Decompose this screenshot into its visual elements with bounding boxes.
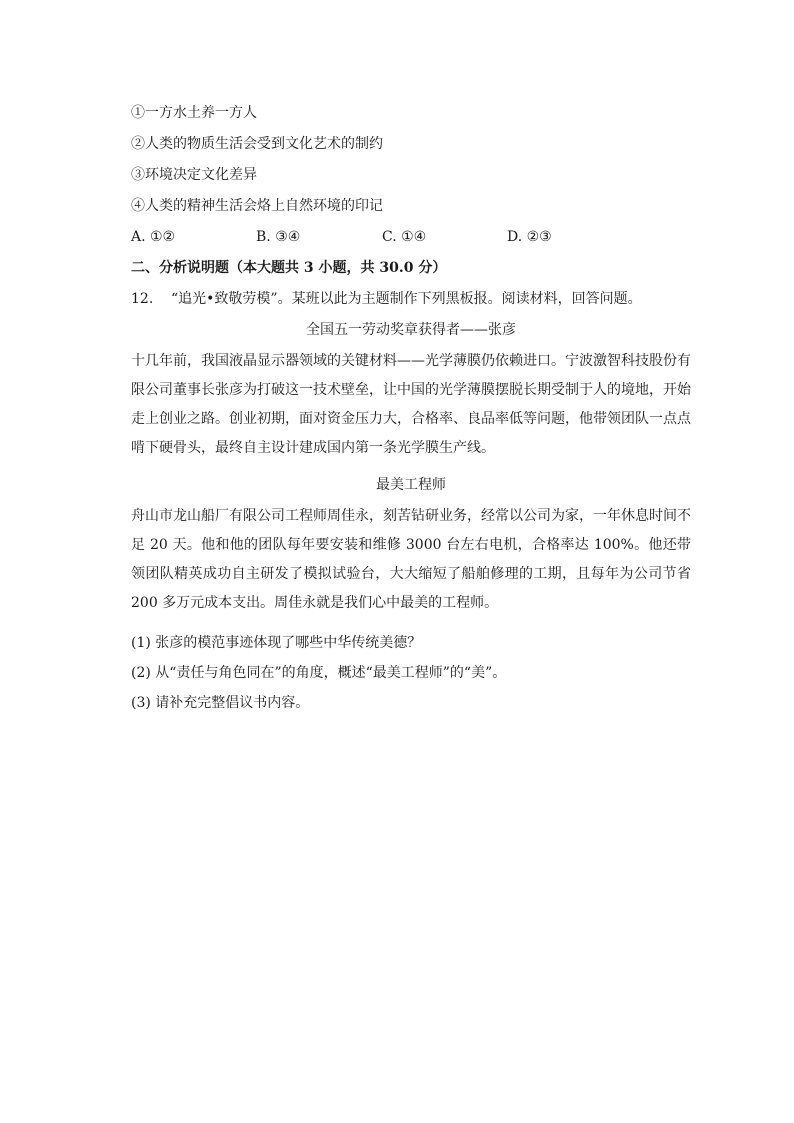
choice-d: D. ②③ [507, 229, 552, 245]
question-stem: “追光•致敬劳模”。某班以此为主题制作下列黑板报。阅读材料，回答问题。 [171, 291, 642, 307]
material2-text: 舟山市龙山船厂有限公司工程师周佳永，刻苦钻研业务，经常以公司为家，一年休息时间不足 20 天。他和他的团队每年要安装和维修 3000 台左右电机，合格率达 100%。他还带领团队精英成功自主研发了模拟试验台，大大缩短了船舶修理的工期，且每年为公司节省 200 多万元成本支出。周佳永就是我们心中最美的工程师。 [131, 508, 691, 611]
material1-text: 十几年前，我国液晶显示器领域的关键材料——光学薄膜仍依赖进口。宁波激智科技股份有限公司董事长张彦为打破这一技术壁垒，让中国的光学薄膜摆脱长期受制于人的境地，开始走上创业之路。创业初期，面对资金压力大，合格率、良品率低等问题，他带领团队一点点啃下硬骨头，最终自主设计建成国内第一条光学膜生产线。 [131, 353, 691, 456]
question-12 [131, 289, 642, 309]
material2-title: 最美工程师 [376, 477, 446, 493]
subquestion-2: (2) 从“责任与角色同在”的角度，概述“最美工程师”的“美”。 [131, 665, 507, 681]
subquestion-3: (3) 请补充完整倡议书内容。 [131, 695, 310, 711]
material1-title: 全国五一劳动奖章获得者——张彦 [306, 322, 516, 338]
statement-1: ①一方水土养一方人 [131, 105, 257, 121]
choice-a: A. ①② [131, 229, 176, 245]
choice-c: C. ①④ [382, 229, 427, 245]
statement-4: ④人类的精神生活会烙上自然环境的印记 [131, 198, 383, 214]
statement-2: ②人类的物质生活会受到文化艺术的制约 [131, 136, 383, 152]
statement-3: ③环境决定文化差异 [131, 167, 257, 183]
subquestion-1: (1) 张彦的模范事迹体现了哪些中华传统美德？ [131, 635, 422, 651]
question-number: 12. [131, 291, 154, 307]
section-title: 二、分析说明题（本大题共 3 小题，共 30.0 分） [131, 260, 447, 276]
choice-b: B. ③④ [256, 229, 301, 245]
